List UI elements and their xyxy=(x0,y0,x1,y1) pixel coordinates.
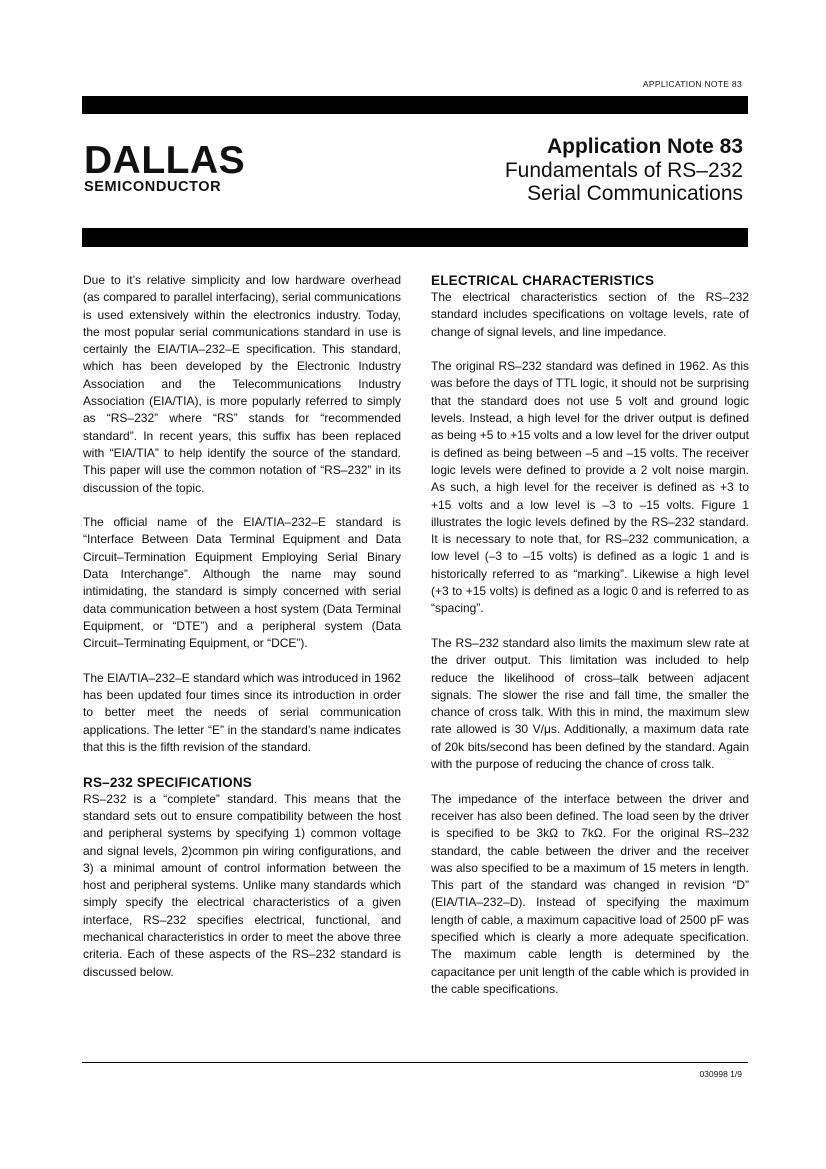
electrical-intro-paragraph: The electrical characteristics section of the RS–232 standard includes specifications on voltage levels, rate of change of signal levels, and line impedance. xyxy=(431,290,749,339)
intro-paragraph: Due to it’s relative simplicity and low hardware overhead (as compared to parallel interfacing), serial communications is used extensively within the electronics industry. Today, the most popular serial communications standard in use is certainly the EIA/TIA–232–E specification. This standard, which has been developed by the Electronic Industry Association and the Telecommunications Industry Association (EIA/TIA), is more popularly referred to simply as “RS–232” where “RS” stands for “recommended standard”. In recent years, this suffix has been replaced with “EIA/TIA” to help identify the source of the standard. This paper will use the common notation of “RS–232” in its discussion of the topic. xyxy=(83,273,401,495)
footer-rule xyxy=(82,1062,748,1063)
running-header: APPLICATION NOTE 83 xyxy=(642,79,742,89)
document-title: Application Note 83 xyxy=(546,135,743,158)
impedance-paragraph: The impedance of the interface between the driver and receiver has also been defined. The load seen by the driver is specified to be 3kΩ to 7kΩ. For the original RS–232 standard, the cable between the driver and the receiver was also specified to be a maximum of 15 meters in length. This part of the standard was changed in revision “D” (EIA/TIA–232–D). Instead of specifying the maximum length of cable, a maximum capacitive load of 2500 pF was specified which is clearly a more adequate specification. The maximum cable length is determined by the capacitance per unit length of the cable which is provided in the cable specifications. xyxy=(431,791,749,996)
title-block xyxy=(505,134,743,205)
footer-document-code: 030998 1/9 xyxy=(699,1069,742,1079)
document-subtitle-line2: Serial Communications xyxy=(527,182,743,205)
company-logo xyxy=(84,139,246,195)
section-heading-specifications: RS–232 SPECIFICATIONS xyxy=(83,774,252,790)
history-paragraph: The EIA/TIA–232–E standard which was introduced in 1962 has been updated four times since its introduction in order to better meet the needs of serial communication applications. The letter “E” in the standard’s name indicates that this is the fifth revision of the standard. xyxy=(83,670,401,755)
specifications-paragraph: RS–232 is a “complete” standard. This means that the standard sets out to ensure compatibility between the host and peripheral systems by specifying 1) common voltage and signal levels, 2)common pin wiring configurations, and 3) a minimal amount of control information between the host and peripheral systems. Unlike many standards which simply specify the electrical characteristics of a given interface, RS–232 specifies electrical, functional, and mechanical characteristics in order to meet the above three criteria. Each of these aspects of the RS–232 standard is discussed below. xyxy=(83,791,401,979)
header-bar-top xyxy=(82,96,748,114)
document-subtitle-line1: Fundamentals of RS–232 xyxy=(504,159,743,182)
section-heading-electrical: ELECTRICAL CHARACTERISTICS xyxy=(431,273,655,288)
right-column xyxy=(431,272,749,1015)
logo-subtitle: SEMICONDUCTOR xyxy=(84,179,222,195)
logo-wordmark: DALLAS xyxy=(84,139,246,182)
left-column xyxy=(83,272,401,998)
voltage-levels-paragraph: The original RS–232 standard was defined in 1962. As this was before the days of TTL logic, it should not be surprising that the standard does not use 5 volt and ground logic levels. Instead, a high level for the driver output is defined as being +5 to +15 volts and a low level for the driver output is defined as being between –5 and –15 volts. The receiver logic levels were defined to provide a 2 volt noise margin. As such, a high level for the receiver is defined as +3 to +15 volts and a low level is –3 to –15 volts. Figure 1 illustrates the logic levels defined by the RS–232 standard. It is necessary to note that, for RS–232 communication, a low level (–3 to –15 volts) is defined as a logic 1 and is historically referred to as “marking”. Likewise a high level (+3 to +15 volts) is defined as a logic 0 and is referred to as “spacing”. xyxy=(431,359,749,616)
header-bar-bottom xyxy=(82,228,748,247)
slew-rate-paragraph: The RS–232 standard also limits the maximum slew rate at the driver output. This limitation was included to help reduce the likelihood of cross–talk between adjacent signals. The slower the rise and fall time, the smaller the chance of cross talk. With this in mind, the maximum slew rate allowed is 30 V/μs. Additionally, a maximum data rate of 20k bits/second has been defined by the standard. Again with the purpose of reducing the chance of cross talk. xyxy=(431,635,749,772)
official-name-paragraph: The official name of the EIA/TIA–232–E standard is “Interface Between Data Terminal Equipment and Data Circuit–Termination Equipment Employing Serial Binary Data Interchange”. Although the name may sound intimidating, the standard is simply concerned with serial data communication between a host system (Data Terminal Equipment, or “DTE”) and a peripheral system (Data Circuit–Terminating Equipment, or “DCE”). xyxy=(83,515,401,651)
